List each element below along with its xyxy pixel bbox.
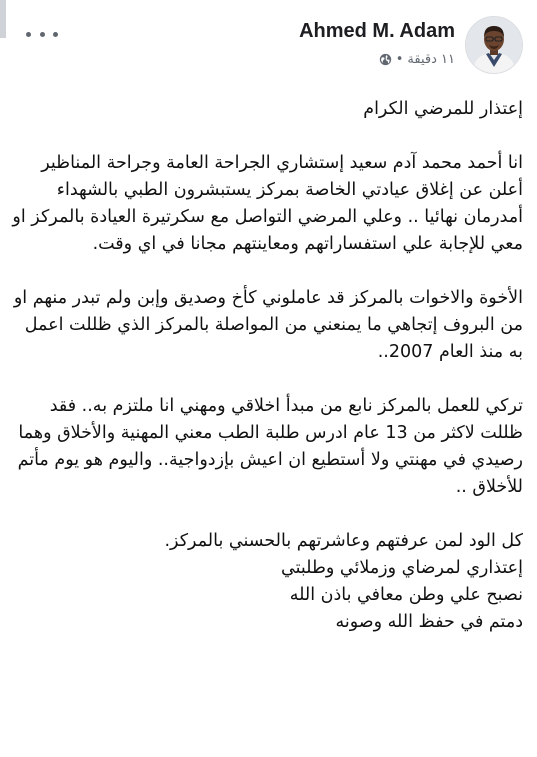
post-timestamp[interactable]: ١١ دقيقة <box>407 52 455 67</box>
more-options-icon <box>26 32 31 37</box>
author-name-link[interactable]: Ahmed M. Adam <box>299 20 455 42</box>
post-paragraph: انا أحمد محمد آدم سعيد إستشاري الجراحة العامة وجراحة المناظير أعلن عن إغلاق عيادتي الخاصة بمركز يستبشرون الطبي بالشهداء أمدرمان نهائيا .. وعلي المرضي التواصل مع سكرتيرة العيادة بالمركز او معي للإجابة علي استفساراتهم ومعاينتهم مجانا في اي وقت. <box>12 153 523 254</box>
post-paragraph: كل الود لمن عرفتهم وعاشرتهم بالحسني بالمركز. <box>164 531 523 551</box>
post-paragraph: الأخوة والاخوات بالمركز قد عاملوني كأخ وصديق وإبن ولم تبدر منهم او من البروف إتجاهي ما يمنعني من المواصلة بالمركز الذي ظللت اعمل به منذ العام 2007.. <box>13 288 523 362</box>
paragraph-gap <box>8 123 523 150</box>
post-paragraph: دمتم في حفظ الله وصونه <box>335 612 523 632</box>
globe-icon[interactable] <box>379 53 392 66</box>
post-paragraph: تركي للعمل بالمركز نابع من مبدأ اخلاقي ومهني انا ملتزم به.. فقد ظللت لاكثر من 13 عام ادرس طلبة الطب معني المهنية والأخلاق وهما رصيدي في مهنتي ولا أستطيع ان اعيش بإزدواجية.. واليوم هو يوم مأتم للأخلاق .. <box>17 396 523 497</box>
paragraph-gap <box>8 366 523 393</box>
more-options-button[interactable] <box>26 24 58 44</box>
paragraph-gap <box>8 258 523 285</box>
paragraph-gap <box>8 501 523 528</box>
post-text <box>8 96 523 636</box>
post-paragraph: إعتذاري لمرضاي وزملائي وطلبتي <box>281 558 523 578</box>
post-header <box>0 12 537 82</box>
post-paragraph: نصبح علي وطن معافي باذن الله <box>289 585 523 605</box>
post-paragraph-title: إعتذار للمرضي الكرام <box>363 99 523 119</box>
meta-separator: • <box>395 52 404 67</box>
more-options-icon-dot <box>40 32 45 37</box>
author-avatar[interactable] <box>465 16 523 74</box>
post-meta <box>379 52 455 67</box>
more-options-icon-dot <box>53 32 58 37</box>
